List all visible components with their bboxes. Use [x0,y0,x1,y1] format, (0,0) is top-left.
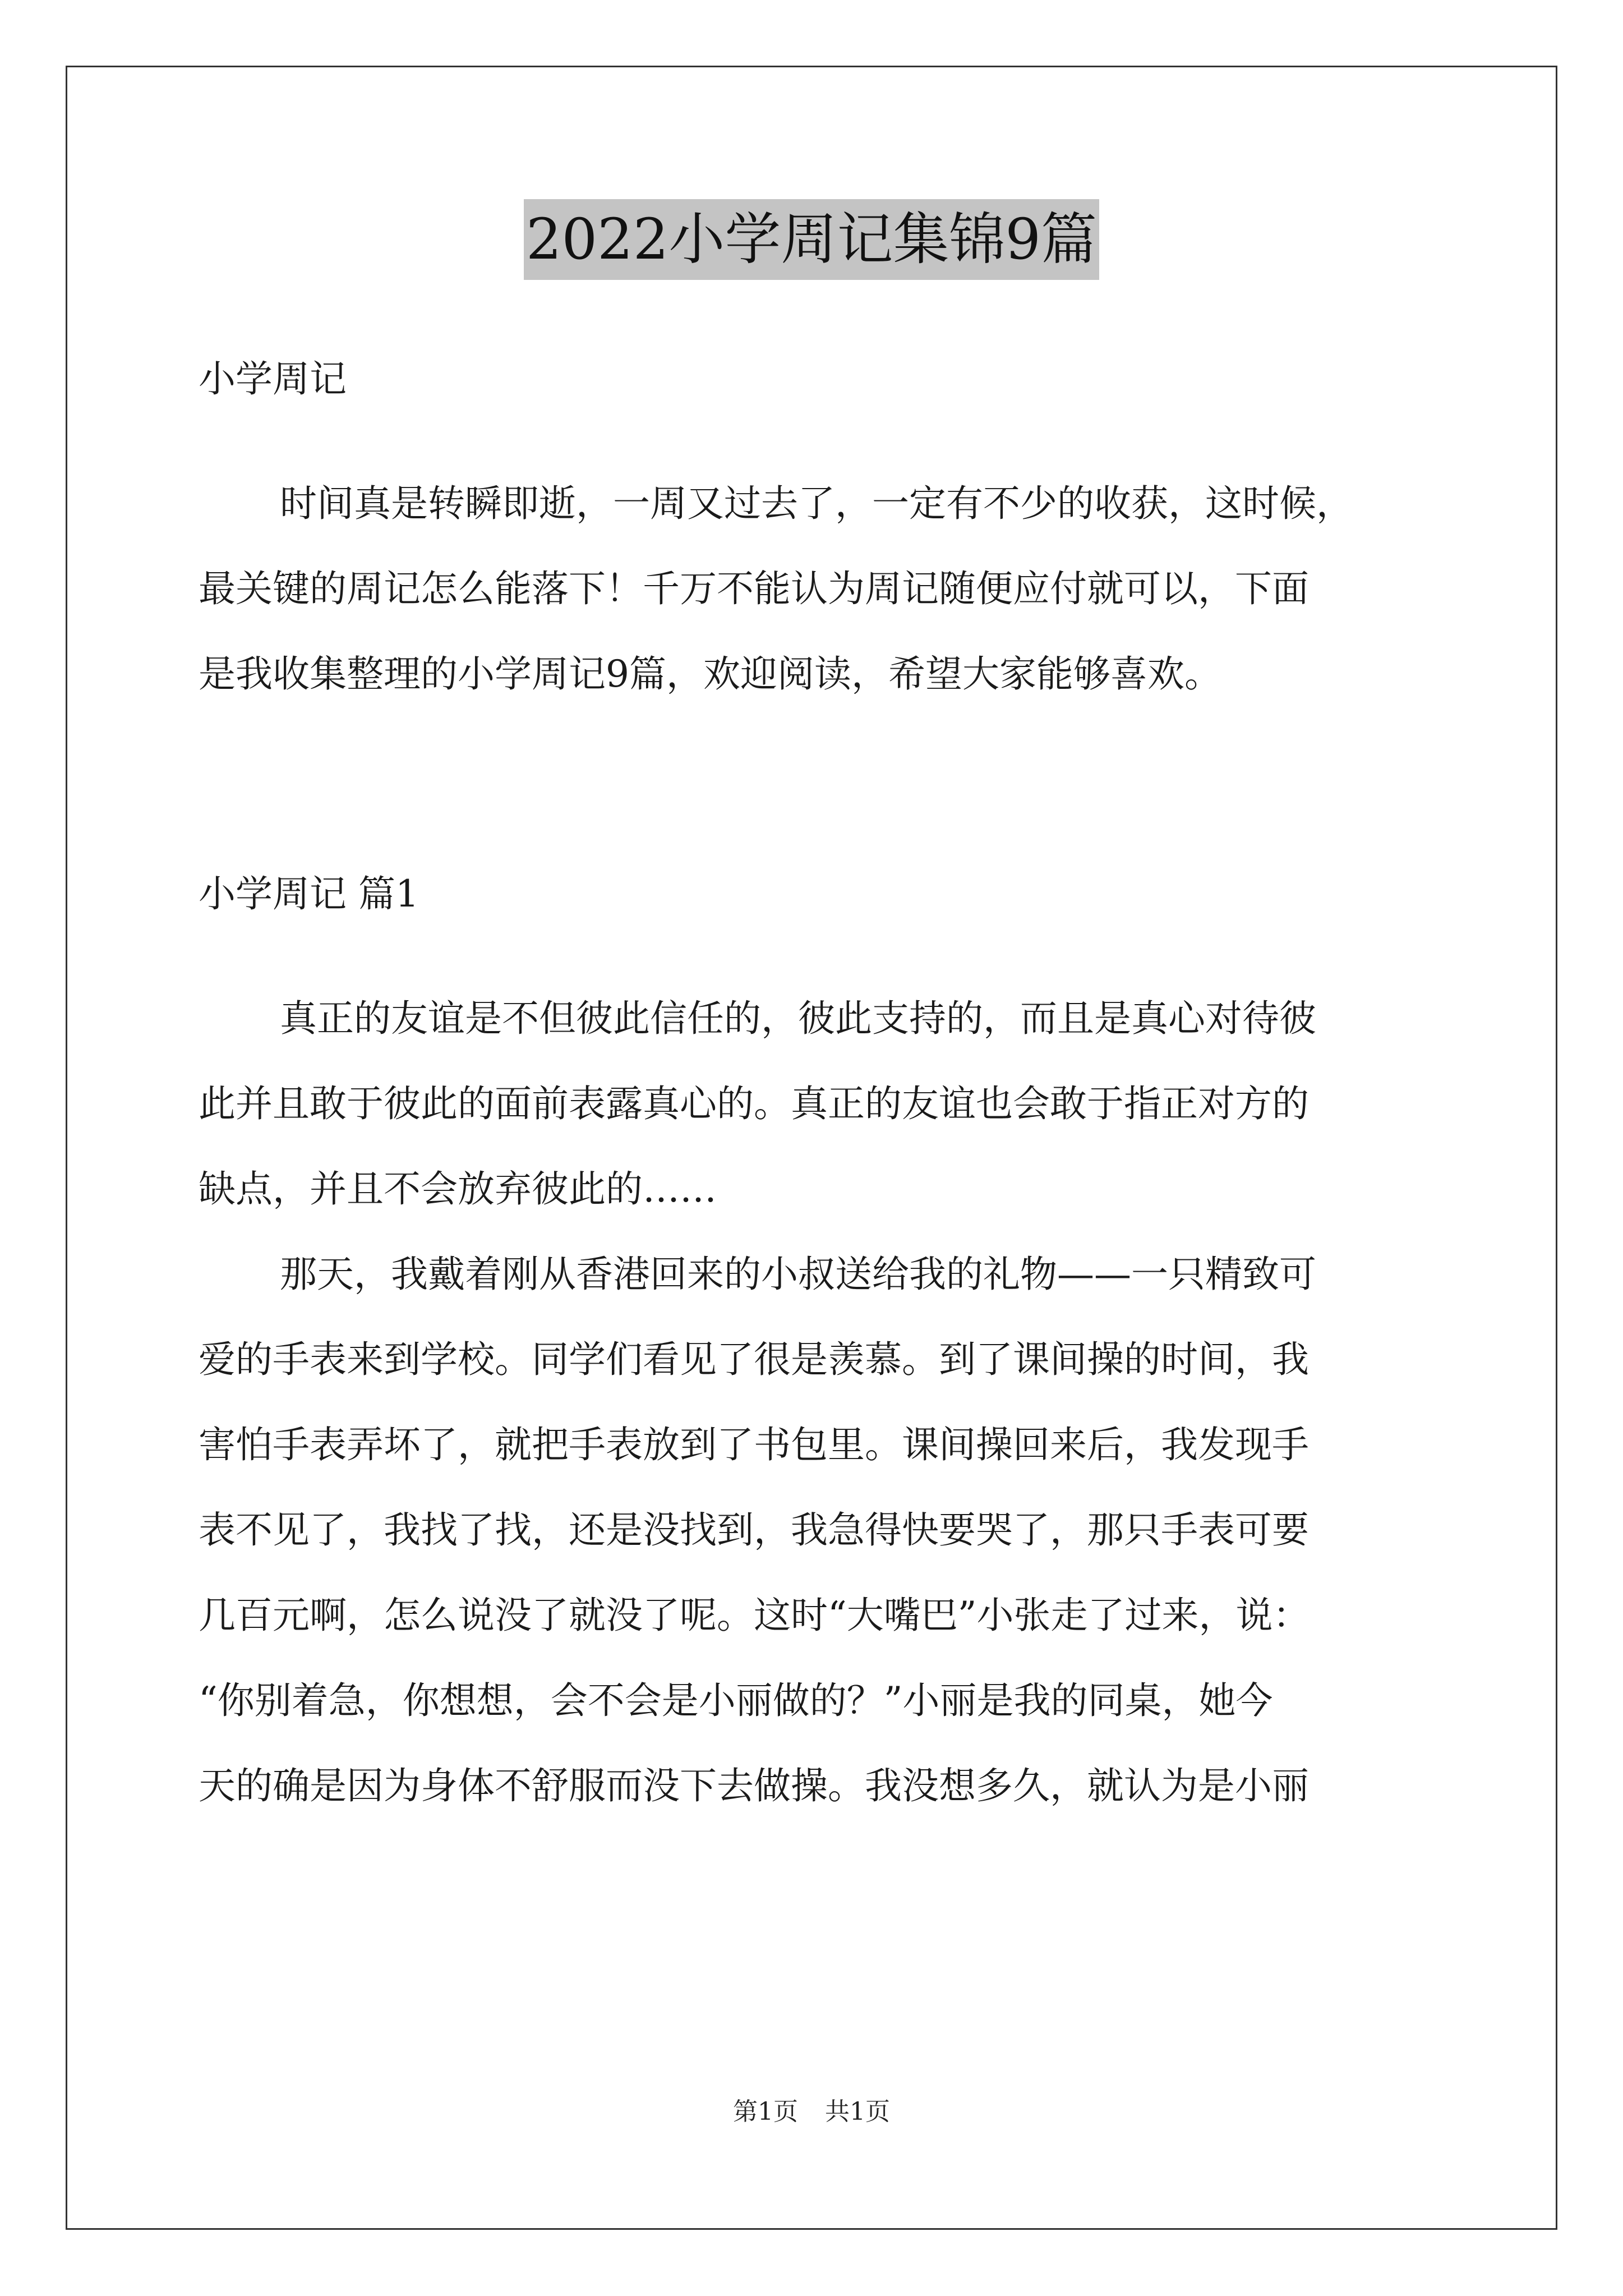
paragraph-line: 此并且敢于彼此的面前表露真心的。真正的友谊也会敢于指正对方的 [199,1082,1309,1125]
paragraph-line: 那天，我戴着刚从香港回来的小叔送给我的礼物——一只精致可 [280,1253,1316,1296]
intro-heading: 小学周记 [199,357,347,401]
document-title: 2022小学周记集锦9篇 [524,199,1099,280]
section-heading: 小学周记 篇1 [199,872,419,915]
paragraph-line: 真正的友谊是不但彼此信任的，彼此支持的，而且是真心对待彼 [280,997,1316,1040]
title-container [0,199,1623,280]
paragraph-line: “你别着急，你想想，会不会是小丽做的？”小丽是我的同桌，她今 [199,1679,1273,1722]
document-body [199,337,1449,1829]
intro-line: 时间真是转瞬即逝，一周又过去了，一定有不少的收获，这时候， [280,482,1353,525]
intro-line: 最关键的周记怎么能落下！千万不能认为周记随便应付就可以，下面 [199,567,1309,610]
paragraph-line: 天的确是因为身体不舒服而没下去做操。我没想多久，就认为是小丽 [199,1764,1309,1807]
page-footer [0,2095,1623,2129]
paragraph-line: 害怕手表弄坏了，就把手表放到了书包里。课间操回来后，我发现手 [199,1423,1309,1466]
paragraph-line: 爱的手表来到学校。同学们看见了很是羡慕。到了课间操的时间，我 [199,1338,1309,1381]
page-total: 共1页 [825,2097,890,2126]
page-number: 第1页 [733,2097,798,2126]
intro-line: 是我收集整理的小学周记9篇，欢迎阅读，希望大家能够喜欢。 [199,652,1221,696]
paragraph-line: 缺点，并且不会放弃彼此的…… [199,1167,717,1211]
paragraph-line: 几百元啊，怎么说没了就没了呢。这时“大嘴巴”小张走了过来，说： [199,1594,1310,1637]
paragraph-line: 表不见了，我找了找，还是没找到，我急得快要哭了，那只手表可要 [199,1508,1309,1552]
